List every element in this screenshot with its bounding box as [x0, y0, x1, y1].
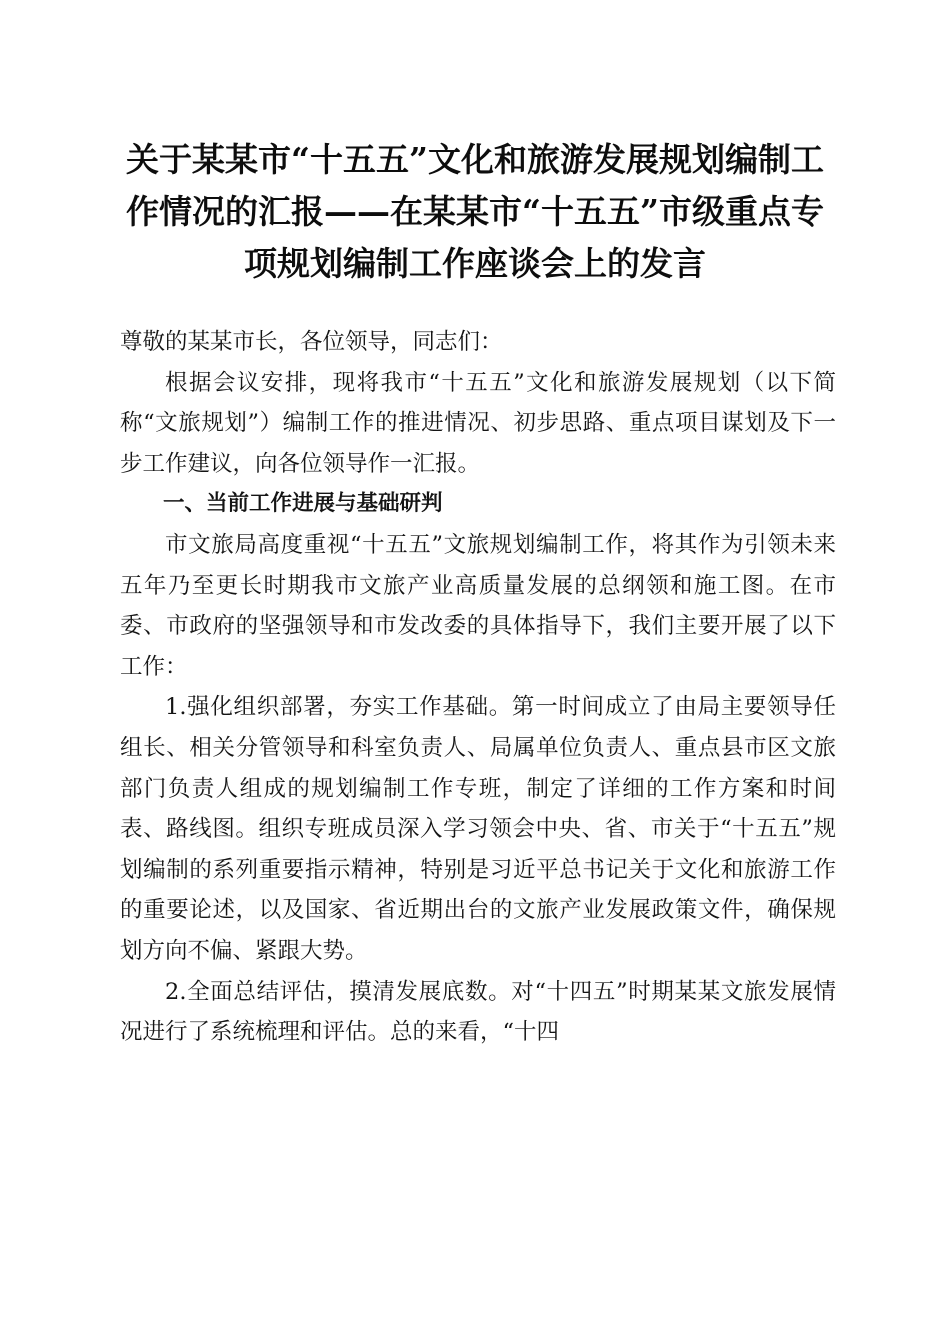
salutation: 尊敬的某某市长，各位领导，同志们：: [120, 329, 503, 355]
item-1-paragraph: 1.强化组织部署，夯实工作基础。第一时间成立了由局主要领导任组长、相关分管领导和科室负责人、局属单位负责人、重点县市区文旅部门负责人组成的规划编制工作专班，制定了详细的工作方案和时间表、路线图。组织专班成员深入学习领会中央、省、市关于“十五五”规划编制的系列重要指示精神，特别是习近平总书记关于文化和旅游工作的重要论述，以及国家、省近期出台的文旅产业发展政策文件，确保规划方向不偏、紧跟大势。: [120, 694, 836, 964]
section-intro-paragraph: 市文旅局高度重视“十五五”文旅规划编制工作，将其作为引领未来五年乃至更长时期我市文旅产业高质量发展的总纲领和施工图。在市委、市政府的坚强领导和市发改委的具体指导下，我们主要开展了以下工作：: [120, 531, 836, 680]
document-body: [120, 322, 836, 1053]
section-heading: 一、当前工作进展与基础研判: [163, 491, 443, 517]
document-title: 关于某某市“十五五”文化和旅游发展规划编制工作情况的汇报——在某某市“十五五”市级重点专项规划编制工作座谈会上的发言: [126, 140, 824, 283]
item-2-paragraph: 2.全面总结评估，摸清发展底数。对“十四五”时期某某文旅发展情况进行了系统梳理和评估。总的来看，“十四: [120, 978, 836, 1046]
intro-paragraph: 根据会议安排，现将我市“十五五”文化和旅游发展规划（以下简称“文旅规划”）编制工作的推进情况、初步思路、重点项目谋划及下一步工作建议，向各位领导作一汇报。: [120, 369, 836, 477]
